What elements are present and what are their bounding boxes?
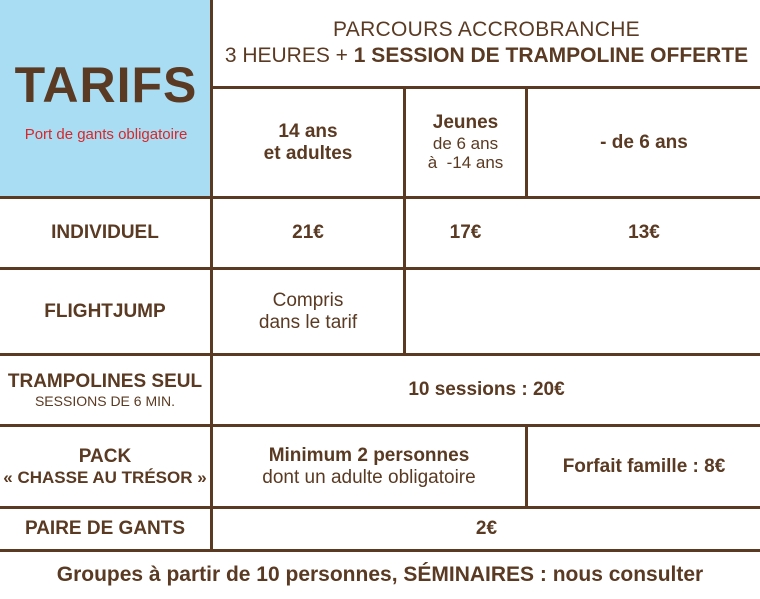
pack-minimum-line1: Minimum 2 personnes — [268, 444, 470, 466]
included-line2: dans le tarif — [258, 311, 358, 333]
pack-minimum-line2: dont un adulte obligatoire — [262, 466, 476, 488]
col-adults-line2: et adultes — [263, 142, 353, 164]
individuel-adults-price — [213, 199, 403, 267]
row-label-individuel — [0, 199, 210, 267]
gants-price — [213, 509, 760, 549]
pack-label-line1: PACK — [78, 445, 132, 467]
footer-text: Groupes à partir de 10 personnes, SÉMINAIRES : nous consulter — [56, 563, 704, 587]
trampolines-label: TRAMPOLINES SEUL — [7, 371, 203, 393]
gants-label: PAIRE DE GANTS — [24, 518, 186, 540]
tarifs-title-cell — [0, 0, 212, 197]
trampoline-offer-text: 1 SESSION DE TRAMPOLINE OFFERTE — [353, 44, 749, 67]
parcours-subtitle — [225, 44, 748, 68]
gloves-required-note: Port de gants obligatoire — [24, 125, 188, 143]
price-value: 17€ — [449, 222, 482, 244]
col-youth-title: Jeunes — [432, 112, 499, 134]
trampolines-price — [213, 356, 760, 424]
col-under6-label: - de 6 ans — [600, 131, 688, 153]
pack-family-value: Forfait famille : 8€ — [562, 455, 726, 477]
price-value: 21€ — [292, 222, 324, 244]
col-adults — [213, 89, 403, 196]
included-line1: Compris — [272, 289, 344, 311]
col-under6 — [528, 89, 760, 196]
parcours-header — [213, 0, 760, 86]
pack-family — [528, 427, 760, 506]
parcours-title: PARCOURS ACCROBRANCHE — [333, 17, 640, 41]
row-label-gants — [0, 509, 210, 549]
flightjump-label: FLIGHTJUMP — [44, 300, 166, 322]
pack-minimum — [213, 427, 525, 506]
groups-footer — [0, 552, 760, 599]
gants-price-value: 2€ — [475, 518, 498, 540]
col-youth-line2: à -14 ans — [427, 153, 504, 173]
individuel-youth-price — [406, 199, 525, 267]
flightjump-included — [213, 270, 403, 353]
price-value: 13€ — [628, 222, 660, 244]
row-label-trampolines — [0, 356, 210, 424]
trampolines-sublabel: SESSIONS DE 6 MIN. — [34, 392, 176, 409]
duration-text: 3 HEURES + — [224, 44, 348, 67]
col-youth — [406, 89, 525, 196]
trampolines-price-value: 10 sessions : 20€ — [408, 379, 565, 401]
col-adults-line1: 14 ans — [278, 120, 338, 142]
row-label-flightjump — [0, 270, 210, 353]
row-label-pack — [0, 427, 210, 506]
col-youth-line1: de 6 ans — [432, 133, 499, 153]
individuel-under6-price — [528, 199, 760, 267]
pack-label-line2: « CHASSE AU TRÉSOR » — [3, 467, 207, 487]
tarifs-title: TARIFS — [14, 56, 198, 113]
individuel-label: INDIVIDUEL — [51, 222, 159, 244]
